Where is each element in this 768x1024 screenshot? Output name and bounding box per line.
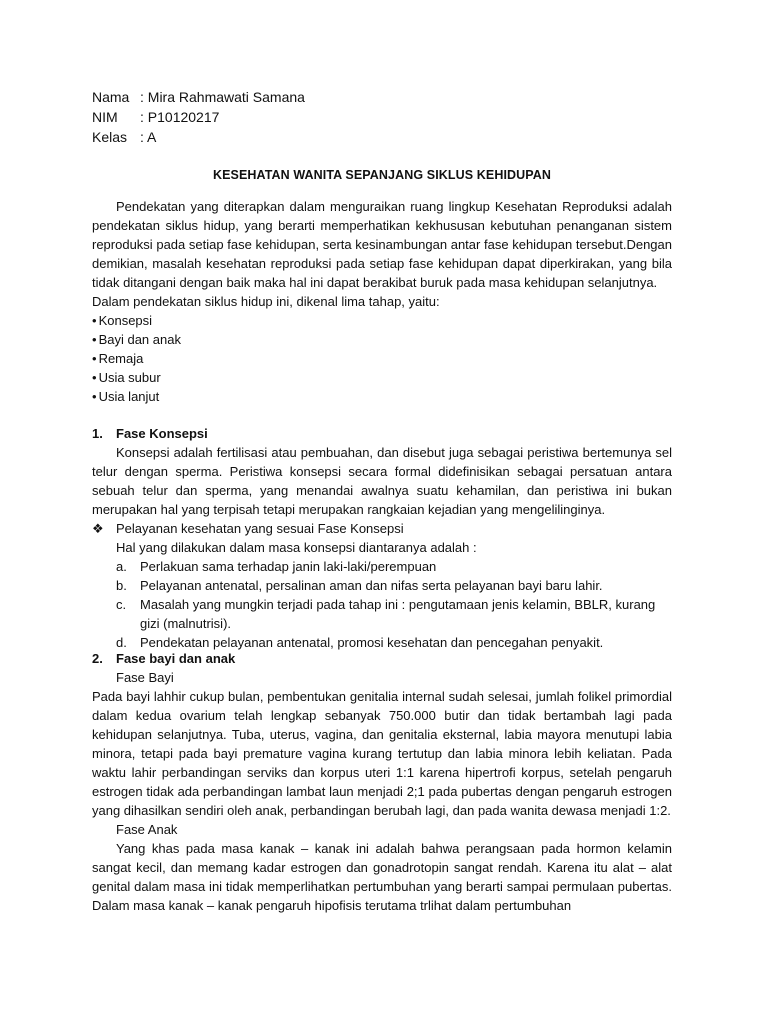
list-item: • Remaja bbox=[92, 349, 672, 368]
identity-value: : Mira Rahmawati Samana bbox=[140, 89, 305, 105]
identity-row-kelas bbox=[92, 127, 672, 147]
section-number: 1. bbox=[92, 426, 103, 441]
list-item bbox=[92, 557, 672, 576]
identity-block bbox=[92, 87, 672, 147]
anak-paragraph: Yang khas pada masa kanak – kanak ini adalah bahwa perangsaan pada hormon kelamin sangat kecil, dan memang kadar estrogen dan gonadrotopin sangat rendah. Karena itu alat – alat genital dalam masa ini tidak memperlihatkan pertumbuhan yang berarti sampai permulaan pubertas. Dalam masa kanak – kanak pengaruh hipofisis terutama trlihat dalam pertumbuhan bbox=[92, 841, 672, 913]
intro-section bbox=[92, 197, 672, 406]
item-text: Masalah yang mungkin terjadi pada tahap ini : pengutamaan jenis kelamin, BBLR, kurang gizi (malnutrisi). bbox=[140, 597, 656, 631]
document-title: KESEHATAN WANITA SEPANJANG SIKLUS KEHIDUPAN bbox=[212, 168, 552, 182]
identity-label: NIM bbox=[92, 109, 118, 125]
identity-value: : P10120217 bbox=[140, 109, 220, 125]
konsepsi-paragraph: Konsepsi adalah fertilisasi atau pembuahan, dan disebut juga sebagai peristiwa bertemunya sel telur dengan sperma. Peristiwa konsepsi secara formal didefinisikan sebagai persatuan antara sebuah telur dan sperma, yang menandai awalnya suatu kehamilan, dan peristiwa ini bukan merupakan hal yang terpisah tetapi merupakan rangkaian kejadian yang mengelilinginya. bbox=[92, 445, 672, 517]
section-heading bbox=[92, 424, 672, 443]
item-marker: d. bbox=[116, 635, 127, 650]
intro-paragraph: Pendekatan yang diterapkan dalam menguraikan ruang lingkup Kesehatan Reproduksi adalah pendekatan siklus hidup, yang berarti memperhatikan kekhususan kebutuhan penanganan sistem reproduksi pada setiap fase kehidupan, serta kesinambungan antar fase kehidupan tersebut.Dengan demikian, masalah kesehatan reproduksi pada setiap fase kehidupan dapat diperkirakan, yang bila tidak ditangani dengan baik maka hal ini dapat berakibat buruk pada masa kehidupan selanjutnya. bbox=[92, 199, 672, 290]
subheading-fase-bayi: Fase Bayi bbox=[116, 670, 174, 685]
item-text: Pelayanan antenatal, persalinan aman dan nifas serta pelayanan bayi baru lahir. bbox=[140, 578, 603, 593]
list-item: • Usia subur bbox=[92, 368, 672, 387]
identity-label: Kelas bbox=[92, 129, 128, 145]
stages-list bbox=[92, 311, 672, 406]
list-item bbox=[92, 576, 672, 595]
list-item bbox=[92, 595, 672, 633]
section-number: 2. bbox=[92, 651, 103, 666]
bayi-paragraph: Pada bayi lahhir cukup bulan, pembentukan genitalia internal sudah selesai, jumlah folikel primordial dalam kedua ovarium telah lengkap sebanyak 750.000 butir dan tidak bertambah lagi pada kehidupan selanjutnya. Tuba, uterus, vagina, dan genitalia eksternal, labia mayora menutupi labia minora, tetapi pada bayi premature vagina kurang tertutup dan labia minora lebih keliatan. Pada waktu lahir perbandingan serviks dan korpus uteri 1:1 karena hipertrofi korpus, setelah pengaruh estrogen tidak ada perbandingan lambat laun menjadi 2;1 pada pubertas dengan pengaruh estrogen yang dihasilkan sendiri oleh anak, perbandingan berubah lagi, dan pada wanita dewasa menjadi 1:2. bbox=[92, 689, 672, 818]
item-text: Perlakuan sama terhadap janin laki-laki/perempuan bbox=[140, 559, 437, 574]
item-marker: c. bbox=[116, 597, 127, 612]
diamond-bullet-icon: ❖ bbox=[92, 521, 104, 536]
service-heading-text: Pelayanan kesehatan yang sesuai Fase Konsepsi bbox=[116, 521, 404, 536]
identity-row-nim bbox=[92, 107, 672, 127]
subheading-fase-anak: Fase Anak bbox=[116, 822, 178, 837]
list-item: • Konsepsi bbox=[92, 311, 672, 330]
section-konsepsi bbox=[92, 424, 672, 652]
list-item: • Usia lanjut bbox=[92, 387, 672, 406]
identity-value: : A bbox=[140, 129, 157, 145]
section-heading-text: Fase bayi dan anak bbox=[116, 651, 236, 666]
item-marker: b. bbox=[116, 578, 127, 593]
identity-row-name bbox=[92, 87, 672, 107]
identity-label: Nama bbox=[92, 89, 130, 105]
item-marker: a. bbox=[116, 559, 127, 574]
list-item: • Bayi dan anak bbox=[92, 330, 672, 349]
section-bayi-anak bbox=[92, 649, 672, 915]
section-heading bbox=[92, 649, 672, 668]
service-heading bbox=[92, 519, 672, 538]
item-text: Pendekatan pelayanan antenatal, promosi kesehatan dan pencegahan penyakit. bbox=[140, 635, 604, 650]
section-heading-text: Fase Konsepsi bbox=[116, 426, 208, 441]
service-lead: Hal yang dilakukan dalam masa konsepsi diantaranya adalah : bbox=[116, 540, 477, 555]
intro-list-lead: Dalam pendekatan siklus hidup ini, dikenal lima tahap, yaitu: bbox=[92, 294, 440, 309]
